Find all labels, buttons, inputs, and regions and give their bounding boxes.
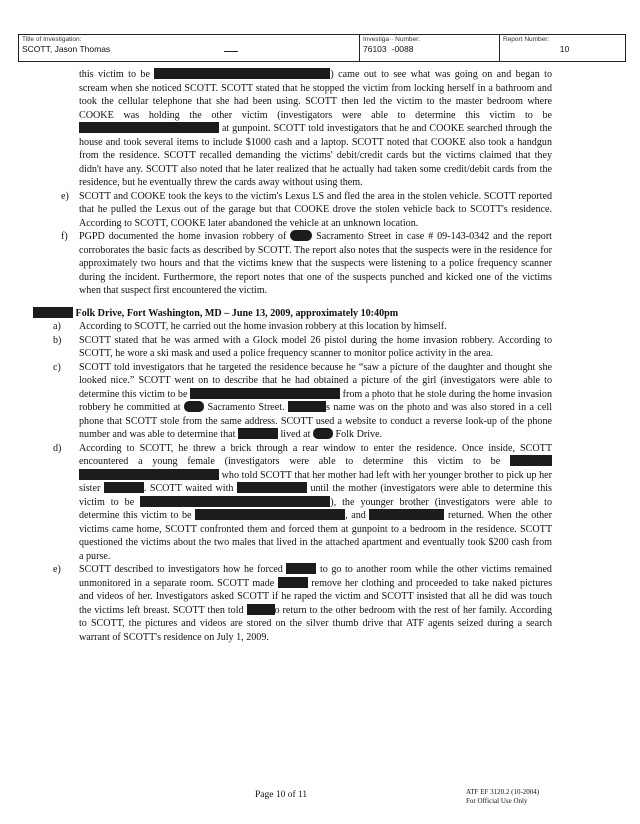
text-segment: According to SCOTT, he carried out the home invasion robbery at this location by himself. (79, 321, 447, 332)
section-heading (33, 307, 552, 321)
report-header (18, 34, 626, 62)
text-segment: s name was on the photo and was also stored in a cell phone that SCOTT stole from the same address. SCOTT used a website to conduct a reverse look-up of the phone number and was able to determine that (79, 402, 552, 440)
redaction-box (140, 496, 330, 507)
form-footer (466, 788, 539, 806)
investigation-number-label: Investiga·· Number: (363, 36, 421, 43)
redaction-box (195, 509, 345, 520)
redaction-box (510, 455, 552, 466)
text-segment: to go to another room while the other victims remained unmonitored in a separate room. SCOTT made (79, 564, 552, 589)
report-number-label: Report Number: (503, 36, 550, 43)
text-segment: , and (345, 510, 366, 521)
report-body (55, 68, 552, 644)
official-use-notice: For Official Use Only (466, 797, 528, 805)
list-marker: d) (53, 442, 62, 454)
list-marker: e) (61, 190, 69, 202)
text-segment: this victim to be (79, 69, 150, 80)
redaction-box (79, 122, 219, 133)
list-marker: f) (61, 231, 68, 242)
redaction-box (104, 482, 144, 493)
header-dash (224, 51, 238, 52)
redaction-box (313, 428, 333, 439)
redaction-box (154, 68, 330, 79)
heading-text: Folk Drive, Fort Washington, MD – June 13, 2009, approximately 10:40pm (75, 307, 399, 319)
text-segment: returned. When the other victims came home, SCOTT confronted them and forced them at gunpoint to a bedroom in the residence. SCOTT questioned the victims about the two males that lived in the attached apartment and eventually took $200 cash from a purse. (79, 510, 552, 562)
text-segment: o return to the other bedroom with the rest of her family. According to SCOTT, the pictures and videos are stored on the silver thumb drive that ATF agents seized during a search warrant of SCOTT's residence on July 1, 2009. (79, 604, 552, 643)
redaction-box (247, 604, 275, 615)
redaction-box (238, 428, 278, 439)
text-segment: Sacramento Street in case # 09-143-0342 and the report corroborates the basic facts as described by SCOTT. The report also notes that the suspects were in the residence for approximately two hours and that the victims knew that the suspects were listening to a police frequency scanner during the incident. Furthermore, the report notes that one of the suspects punched and kicked one of the victims when that suspect first encountered the victim. (79, 231, 552, 296)
list-item-f (55, 230, 552, 298)
text-segment: PGPD documented the home invasion robbery of (79, 231, 287, 242)
text-segment: who told SCOTT that her mother had left with her younger brother to pick up her sister (79, 469, 552, 494)
text-segment: According to SCOTT, he threw a brick through a rear window to enter the residence. Once inside, SCOTT encountered a young female (investigators were able to determine this victim to be (79, 442, 552, 467)
text-segment: at gunpoint. SCOTT told investigators that he and COOKE searched through the house and took several items to include $1000 cash and a laptop. SCOTT noted that COOKE also took a handgun from the residence. SCOTT recalled demanding the victims' debit/credit cards but the victims claimed that they didn't have any. SCOTT also noted that he later realized that he actually had taken some credit/debit cards from the residence, but he eventually threw the cards away without using them. (79, 123, 552, 188)
text-segment: ) came out to see what was going on and began to scream when she noticed SCOTT. SCOTT stated that he stopped the victim from locking herself in a bathroom and took the cellular telephone that she had been using. SCOTT then led the victim to the master bedroom where COOKE was holding the other victim (investigators were able to determine this victim to be (79, 69, 553, 121)
title-cell (19, 35, 359, 61)
text-segment: Sacramento Street. (207, 402, 285, 413)
report-number-cell (499, 35, 626, 61)
redaction-box (278, 577, 308, 588)
redaction-box (290, 230, 312, 241)
text-segment: SCOTT described to investigators how he forced (79, 564, 283, 575)
redaction-box (79, 469, 219, 480)
text-segment: SCOTT told investigators that he targeted the residence because he “saw a picture of the daughter and thought she looked nice.” SCOTT went on to describe that he had obtained a picture of the girl (investigators were able to determine this victim to be (79, 361, 552, 400)
list-item-c (55, 361, 552, 442)
text-segment: lived at (280, 429, 311, 440)
list-item-a (55, 320, 552, 334)
text-segment: . SCOTT waited with (143, 483, 234, 494)
redaction-box (237, 482, 307, 493)
text-segment: from a photo that he stole during the home invasion robbery he committed at (79, 388, 552, 413)
title-label: Title of Investigation: (22, 36, 82, 43)
list-marker: a) (53, 321, 61, 332)
list-item-e (55, 190, 552, 231)
investigation-number-cell (359, 35, 500, 61)
redaction-box (33, 307, 73, 318)
list-marker: b) (53, 334, 62, 346)
title-value: SCOTT, Jason Thomas (22, 44, 111, 54)
text-segment: SCOTT and COOKE took the keys to the victim's Lexus LS and fled the area in the stolen vehicle. SCOTT reported that he pulled the Lexus out of the garage but that COOKE drove the stolen vehicle back to SCOTT's residence. According to SCOTT, COOKE later abandoned the vehicle at an unknown location. (79, 190, 552, 229)
redaction-box (369, 509, 444, 520)
text-segment: ), the younger brother (investigators were able to determine this victim to be (79, 496, 552, 521)
list-marker: c) (53, 361, 61, 373)
text-segment: Folk Drive. (335, 429, 383, 440)
list-marker: e) (53, 564, 61, 575)
list-item-e2 (55, 563, 552, 644)
redaction-box (184, 401, 204, 412)
text-segment: SCOTT stated that he was armed with a Glock model 26 pistol during the home invasion robbery. According to SCOTT, he wore a ski mask and used a police frequency scanner to monitor police activity in the area. (79, 334, 552, 359)
redaction-box (190, 388, 340, 399)
report-number-value: 10 (559, 44, 570, 54)
form-number: ATF EF 3120.2 (10-2004) (466, 788, 540, 796)
list-item-d (55, 442, 552, 564)
text-segment: remove her clothing and proceeded to take naked pictures and videos of her. Investigators asked SCOTT if he raped the victim and SCOTT insisted that all he did was touch the victims left breast. SCOTT then told (79, 577, 553, 616)
page-number: Page 10 of 11 (255, 790, 308, 800)
redaction-box (286, 563, 316, 574)
list-item-b (55, 334, 552, 361)
paragraph-continued (55, 68, 552, 190)
investigation-number-value: 76103 -0088 (363, 44, 414, 54)
text-segment: until the mother (investigators were able to determine this victim to be (79, 483, 552, 508)
redaction-box (288, 401, 326, 412)
